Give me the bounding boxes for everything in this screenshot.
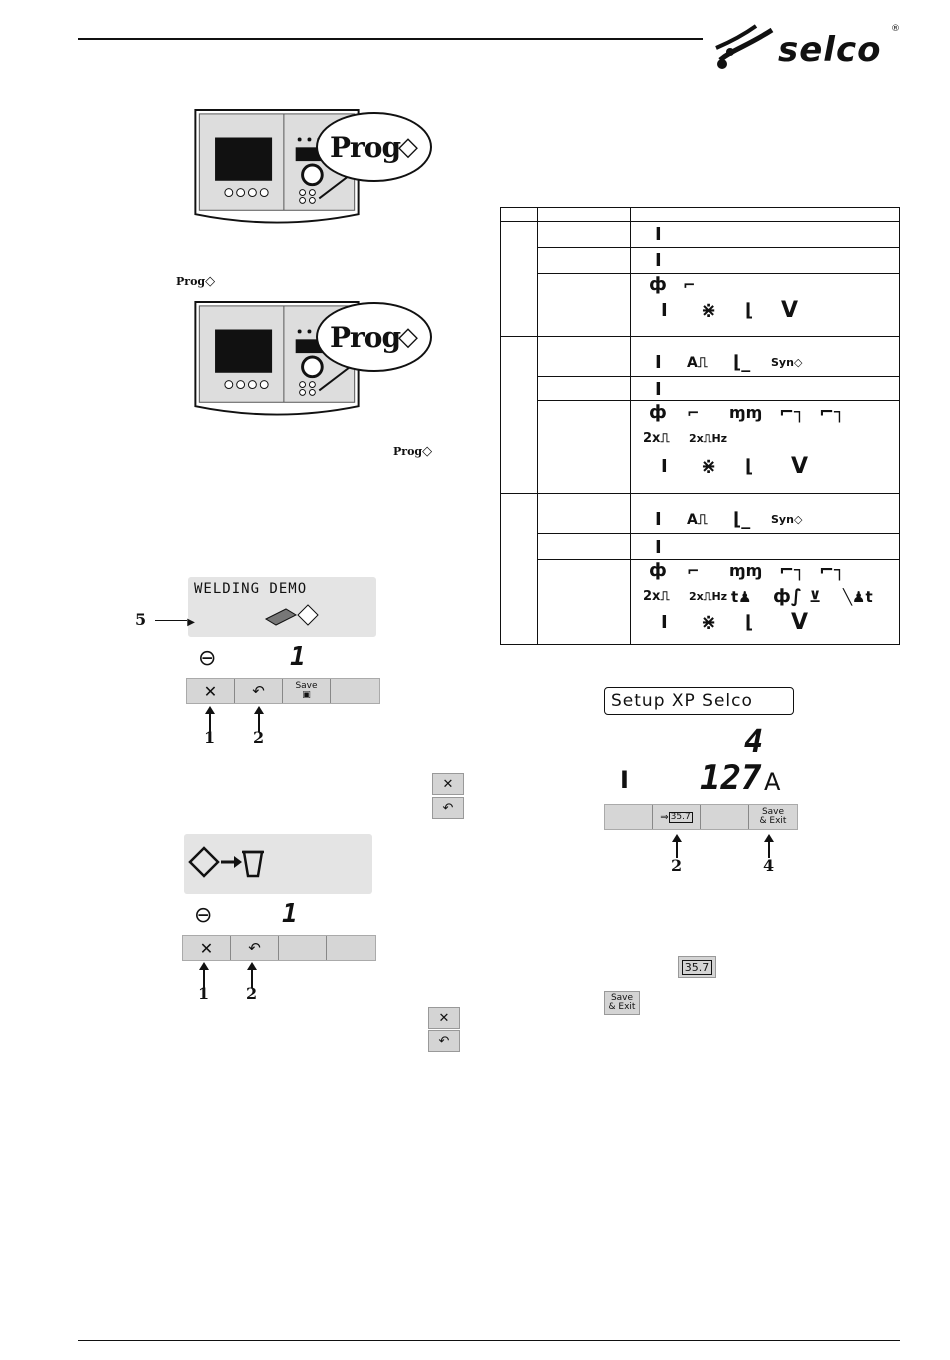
ramp-icon: ⌐┐ — [779, 560, 805, 581]
double-pulse-icon: 2x⎍ — [643, 589, 670, 604]
start-icon: t♟ — [731, 588, 752, 606]
save-softkey[interactable]: Save ▣ — [283, 679, 331, 703]
logo-registered: ® — [891, 24, 900, 34]
callout-1: 1 — [204, 728, 216, 747]
close-ref-icon: ✕ — [432, 773, 464, 795]
double-pulse-icon: 2x⎍ — [643, 431, 670, 446]
voltage-symbol: V — [791, 610, 809, 635]
wire-feed-icon: ф — [649, 560, 667, 581]
undo-icon: ↶ — [252, 681, 265, 700]
current-symbol: I — [661, 456, 668, 477]
setup-softkeys — [604, 804, 798, 830]
callout-1b: 1 — [198, 984, 210, 1003]
delete-softkeys — [182, 935, 376, 961]
close-ref-icon-2: ✕ — [428, 1007, 460, 1029]
close-softkey-2[interactable] — [183, 936, 231, 960]
arc-length-icon: ⌊ — [745, 612, 754, 633]
undo-ref-icon-2: ↶ — [428, 1030, 460, 1052]
prog-inline-icon-2: Prog◇ — [393, 444, 433, 459]
undo-icon: ↶ — [248, 938, 261, 957]
current-symbol: I — [655, 352, 662, 373]
close-icon: ✕ — [203, 681, 218, 701]
double-pulse-hz-icon: 2x⎍Hz — [689, 590, 728, 603]
save-icon: ▣ — [302, 690, 311, 700]
inductance-icon: ⋇ — [701, 612, 717, 633]
chip-to-program-icon — [264, 601, 320, 629]
ramp-icon: ⌐┐ — [779, 402, 805, 423]
prog-inline-icon-1: Prog◇ — [176, 274, 216, 289]
value-softkey[interactable]: ⇒ 35.7 — [653, 805, 701, 829]
end-icon: ╲♟t — [843, 588, 873, 606]
save-exit-ref-box: Save & Exit — [604, 991, 640, 1015]
inductance-icon: ⋇ — [701, 456, 717, 477]
wire-feed-slope-icon: ф∫ — [773, 586, 802, 607]
callout-5: 5 ▶ — [135, 610, 195, 629]
close-softkey[interactable] — [187, 679, 235, 703]
program-to-trash-icon — [188, 846, 268, 880]
selco-logo — [712, 18, 902, 74]
syn-icon: Syn◇ — [771, 356, 803, 369]
blank-softkey-3[interactable] — [279, 936, 327, 960]
blank-softkey-s1[interactable] — [605, 805, 653, 829]
setup-current-value: 127 — [700, 758, 762, 798]
blank-softkey[interactable] — [331, 679, 379, 703]
welding-demo-lcd — [188, 577, 376, 637]
welding-demo-softkeys — [186, 678, 380, 704]
voltage-symbol: V — [781, 298, 799, 323]
torch-icon: ⌐ — [683, 276, 696, 294]
prog-bubble-2: Prog ◇ — [316, 302, 432, 372]
delete-lcd — [184, 834, 372, 894]
current-symbol: I — [655, 379, 662, 400]
inductance-icon: ⋇ — [701, 300, 717, 321]
ramp-icon: ⌐┐ — [819, 402, 845, 423]
blank-softkey-4[interactable] — [327, 936, 375, 960]
undo-ref-icon: ↶ — [432, 797, 464, 819]
footer-rule — [78, 1340, 900, 1341]
arc-length-icon: ⌊ — [745, 456, 754, 477]
current-symbol: I — [655, 509, 662, 530]
parameter-table — [500, 207, 900, 645]
undo-softkey-2[interactable] — [231, 936, 279, 960]
coil-icon: ɱɱ — [729, 403, 763, 422]
torch-icon: ⌐ — [687, 562, 700, 580]
pulse-icon: A⎍ — [687, 512, 708, 528]
callout-setup-2: 2 — [671, 856, 683, 875]
syn-icon: Syn◇ — [771, 513, 803, 526]
coil-icon: ɱɱ — [729, 561, 763, 580]
header-rule — [78, 38, 703, 40]
setup-param-number: 4 — [744, 722, 764, 760]
wire-feed-icon: ф — [649, 402, 667, 423]
voltage-symbol: V — [791, 454, 809, 479]
welding-demo-title: WELDING DEMO — [194, 581, 308, 597]
wire-feed-icon: ф — [649, 274, 667, 295]
current-symbol: I — [655, 224, 662, 245]
callout-setup-4: 4 — [763, 856, 775, 875]
current-symbol: I — [655, 537, 662, 558]
callout-2b: 2 — [246, 984, 258, 1003]
step-down-icon: ⌊_ — [733, 352, 751, 373]
close-icon: ✕ — [199, 938, 214, 958]
double-pulse-hz-icon: 2x⎍Hz — [689, 432, 728, 445]
current-symbol: I — [661, 612, 668, 633]
current-symbol-large: I — [620, 766, 629, 794]
pulse-icon: A⎍ — [687, 355, 708, 371]
step-down-icon: ⌊_ — [733, 509, 751, 530]
torch-icon: ⌐ — [687, 404, 700, 422]
ramp-icon: ⌐┐ — [819, 560, 845, 581]
undo-softkey[interactable] — [235, 679, 283, 703]
welding-demo-program-number: 1 — [290, 642, 306, 672]
blank-softkey-s3[interactable] — [701, 805, 749, 829]
current-symbol: I — [655, 250, 662, 271]
callout-2: 2 — [253, 728, 265, 747]
program-select-icon-2: ⊖ — [194, 903, 213, 928]
burnback-icon: ⊻ — [809, 588, 822, 606]
setup-current-unit: A — [764, 768, 781, 796]
selco-swirl-icon — [712, 20, 782, 70]
save-exit-softkey[interactable]: Save & Exit — [759, 807, 787, 826]
prog-bubble-1: Prog ◇ — [316, 112, 432, 182]
arc-length-icon: ⌊ — [745, 300, 754, 321]
logo-wordmark: selco — [778, 30, 882, 70]
delete-program-number: 1 — [282, 899, 298, 929]
program-select-icon: ⊖ — [198, 646, 217, 671]
value-ref-box: 35.7 — [678, 956, 716, 978]
setup-title-box: Setup XP Selco — [604, 687, 794, 715]
current-symbol: I — [661, 300, 668, 321]
